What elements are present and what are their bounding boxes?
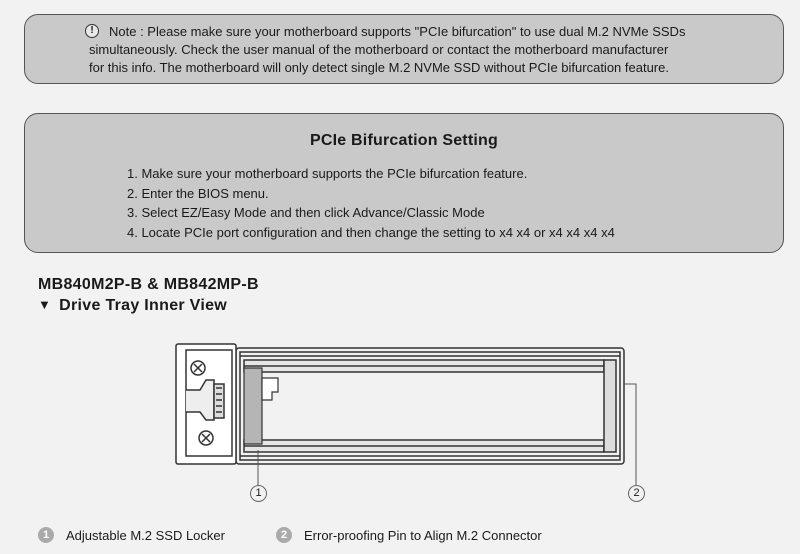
tray-body	[236, 348, 624, 464]
note-line-1: Note : Please make sure your motherboard supports "PCIe bifurcation" to use dual M.2 NVMe SSDs	[109, 24, 686, 39]
legend-label: Error-proofing Pin to Align M.2 Connector	[304, 527, 542, 543]
bracket	[176, 344, 236, 464]
step-item: 3. Select EZ/Easy Mode and then click Advance/Classic Mode	[127, 205, 485, 220]
legend-item	[276, 527, 542, 543]
note-line-3: for this info. The motherboard will only detect single M.2 NVMe SSD without PCIe bifurcation feature.	[89, 60, 669, 75]
legend-number: 2	[276, 527, 292, 543]
callout-1: 1	[250, 485, 267, 502]
callout-2: 2	[628, 485, 645, 502]
callout-leader-2	[624, 384, 636, 486]
bifurcation-title: PCIe Bifurcation Setting	[310, 132, 498, 149]
screw-icon	[199, 431, 213, 445]
legend-number: 1	[38, 527, 54, 543]
model-title: MB840M2P-B & MB842MP-B	[38, 276, 259, 293]
ssd-locker	[244, 368, 278, 444]
note-line-2: simultaneously. Check the user manual of the motherboard or contact the motherboard manufacturer	[89, 42, 669, 57]
legend-label: Adjustable M.2 SSD Locker	[66, 527, 225, 543]
step-item: 2. Enter the BIOS menu.	[127, 185, 269, 201]
legend-item	[38, 527, 225, 543]
info-icon: !	[85, 24, 99, 38]
step-item: 1. Make sure your motherboard supports the PCIe bifurcation feature.	[127, 166, 528, 181]
step-item: 4. Locate PCIe port configuration and then change the setting to x4 x4 or x4 x4 x4 x4	[127, 224, 615, 240]
screw-icon	[191, 361, 205, 375]
view-title: Drive Tray Inner View	[59, 297, 228, 314]
triangle-down-icon: ▼	[38, 297, 52, 312]
